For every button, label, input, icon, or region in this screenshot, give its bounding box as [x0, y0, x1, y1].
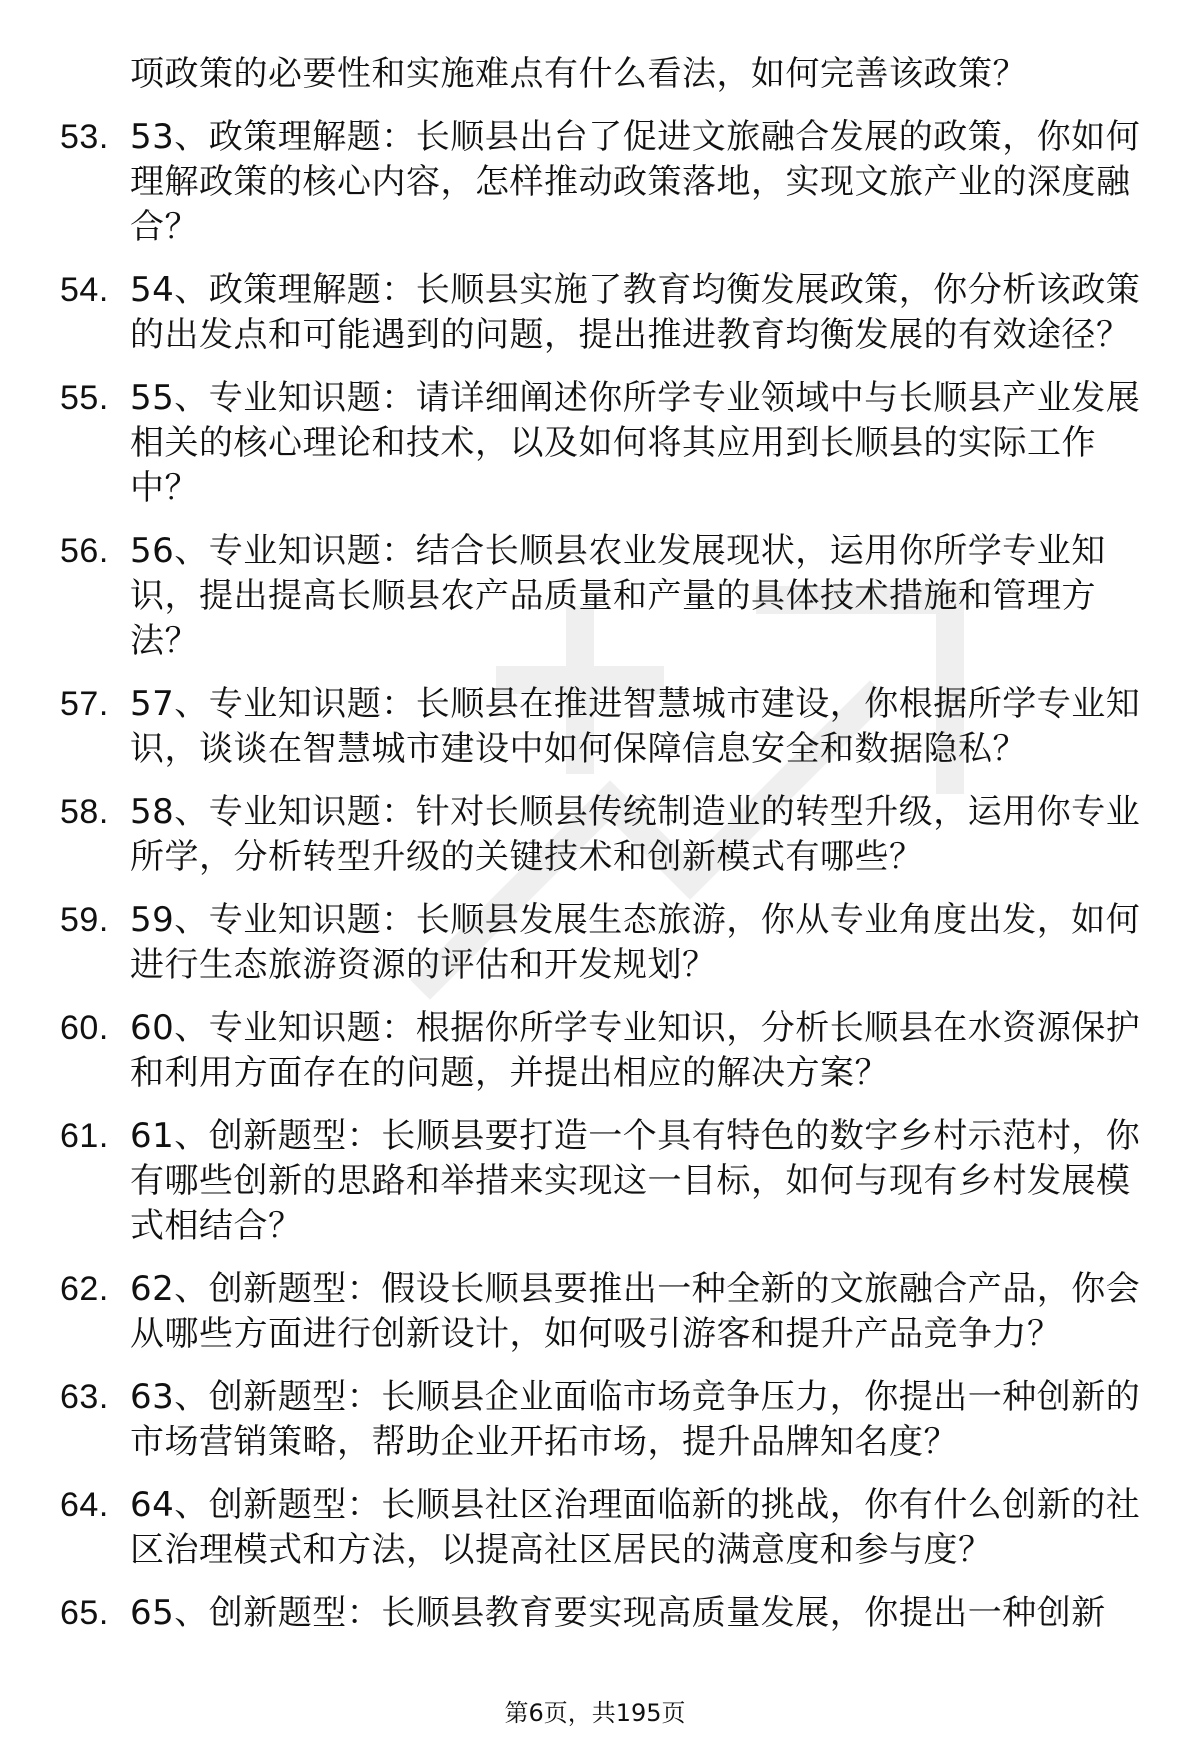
list-item-text: 55、专业知识题：请详细阐述你所学专业领域中与长顺县产业发展相关的核心理论和技术，以及如何将其应用到长顺县的实际工作中？: [130, 378, 1141, 508]
list-item-text: 63、创新题型：长顺县企业面临市场竞争压力，你提出一种创新的市场营销策略，帮助企业开拓市场，提升品牌知名度？: [130, 1377, 1141, 1462]
list-item-number: 53.: [60, 118, 109, 156]
page-number: 第6页，共195页: [504, 1699, 686, 1727]
list-item-text: 54、政策理解题：长顺县实施了教育均衡发展政策，你分析该政策的出发点和可能遇到的问题，提出推进教育均衡发展的有效途径？: [130, 270, 1141, 355]
list-item: [60, 268, 1150, 358]
list-item-number: 57.: [60, 685, 109, 723]
list-item-number: 58.: [60, 793, 109, 831]
list-item-text: 60、专业知识题：根据你所学专业知识，分析长顺县在水资源保护和利用方面存在的问题，并提出相应的解决方案？: [130, 1008, 1141, 1093]
list-item: [60, 115, 1150, 250]
question-list: [60, 52, 1150, 1636]
list-item-number: 60.: [60, 1009, 109, 1047]
list-item-number: 61.: [60, 1117, 109, 1155]
list-item-number: 63.: [60, 1378, 109, 1416]
list-item-text: 59、专业知识题：长顺县发展生态旅游，你从专业角度出发，如何进行生态旅游资源的评估和开发规划？: [130, 900, 1141, 985]
list-item: [60, 682, 1150, 772]
list-item: [60, 1114, 1150, 1249]
list-item: [60, 1483, 1150, 1573]
list-item-text: 56、专业知识题：结合长顺县农业发展现状，运用你所学专业知识，提出提高长顺县农产品质量和产量的具体技术措施和管理方法？: [130, 531, 1106, 661]
list-item-text: 57、专业知识题：长顺县在推进智慧城市建设，你根据所学专业知识，谈谈在智慧城市建设中如何保障信息安全和数据隐私？: [130, 684, 1141, 769]
list-item: [60, 1006, 1150, 1096]
list-item: [60, 1375, 1150, 1465]
list-item-text: 58、专业知识题：针对长顺县传统制造业的转型升级，运用你专业所学，分析转型升级的关键技术和创新模式有哪些？: [130, 792, 1141, 877]
list-item: [60, 376, 1150, 511]
continuation-text: 项政策的必要性和实施难点有什么看法，如何完善该政策？: [130, 54, 1027, 94]
list-item-text: 62、创新题型：假设长顺县要推出一种全新的文旅融合产品，你会从哪些方面进行创新设计，如何吸引游客和提升产品竞争力？: [130, 1269, 1141, 1354]
list-item: [60, 529, 1150, 664]
list-item-number: 54.: [60, 271, 109, 309]
list-item-number: 65.: [60, 1594, 109, 1632]
list-item: [60, 898, 1150, 988]
list-item-number: 55.: [60, 379, 109, 417]
list-item-number: 62.: [60, 1270, 109, 1308]
list-item: [60, 1267, 1150, 1357]
list-item-number: 64.: [60, 1486, 109, 1524]
list-item-text: 64、创新题型：长顺县社区治理面临新的挑战，你有什么创新的社区治理模式和方法，以提高社区居民的满意度和参与度？: [130, 1485, 1141, 1570]
list-item-number: 59.: [60, 901, 109, 939]
list-item-text: 53、政策理解题：长顺县出台了促进文旅融合发展的政策，你如何理解政策的核心内容，怎样推动政策落地，实现文旅产业的深度融合？: [130, 117, 1141, 247]
list-item-text: 65、创新题型：长顺县教育要实现高质量发展，你提出一种创新: [130, 1593, 1106, 1633]
list-item: [60, 1591, 1150, 1636]
list-item-number: 56.: [60, 532, 109, 570]
list-item: [60, 790, 1150, 880]
list-item-text: 61、创新题型：长顺县要打造一个具有特色的数字乡村示范村，你有哪些创新的思路和举措来实现这一目标，如何与现有乡村发展模式相结合？: [130, 1116, 1141, 1246]
